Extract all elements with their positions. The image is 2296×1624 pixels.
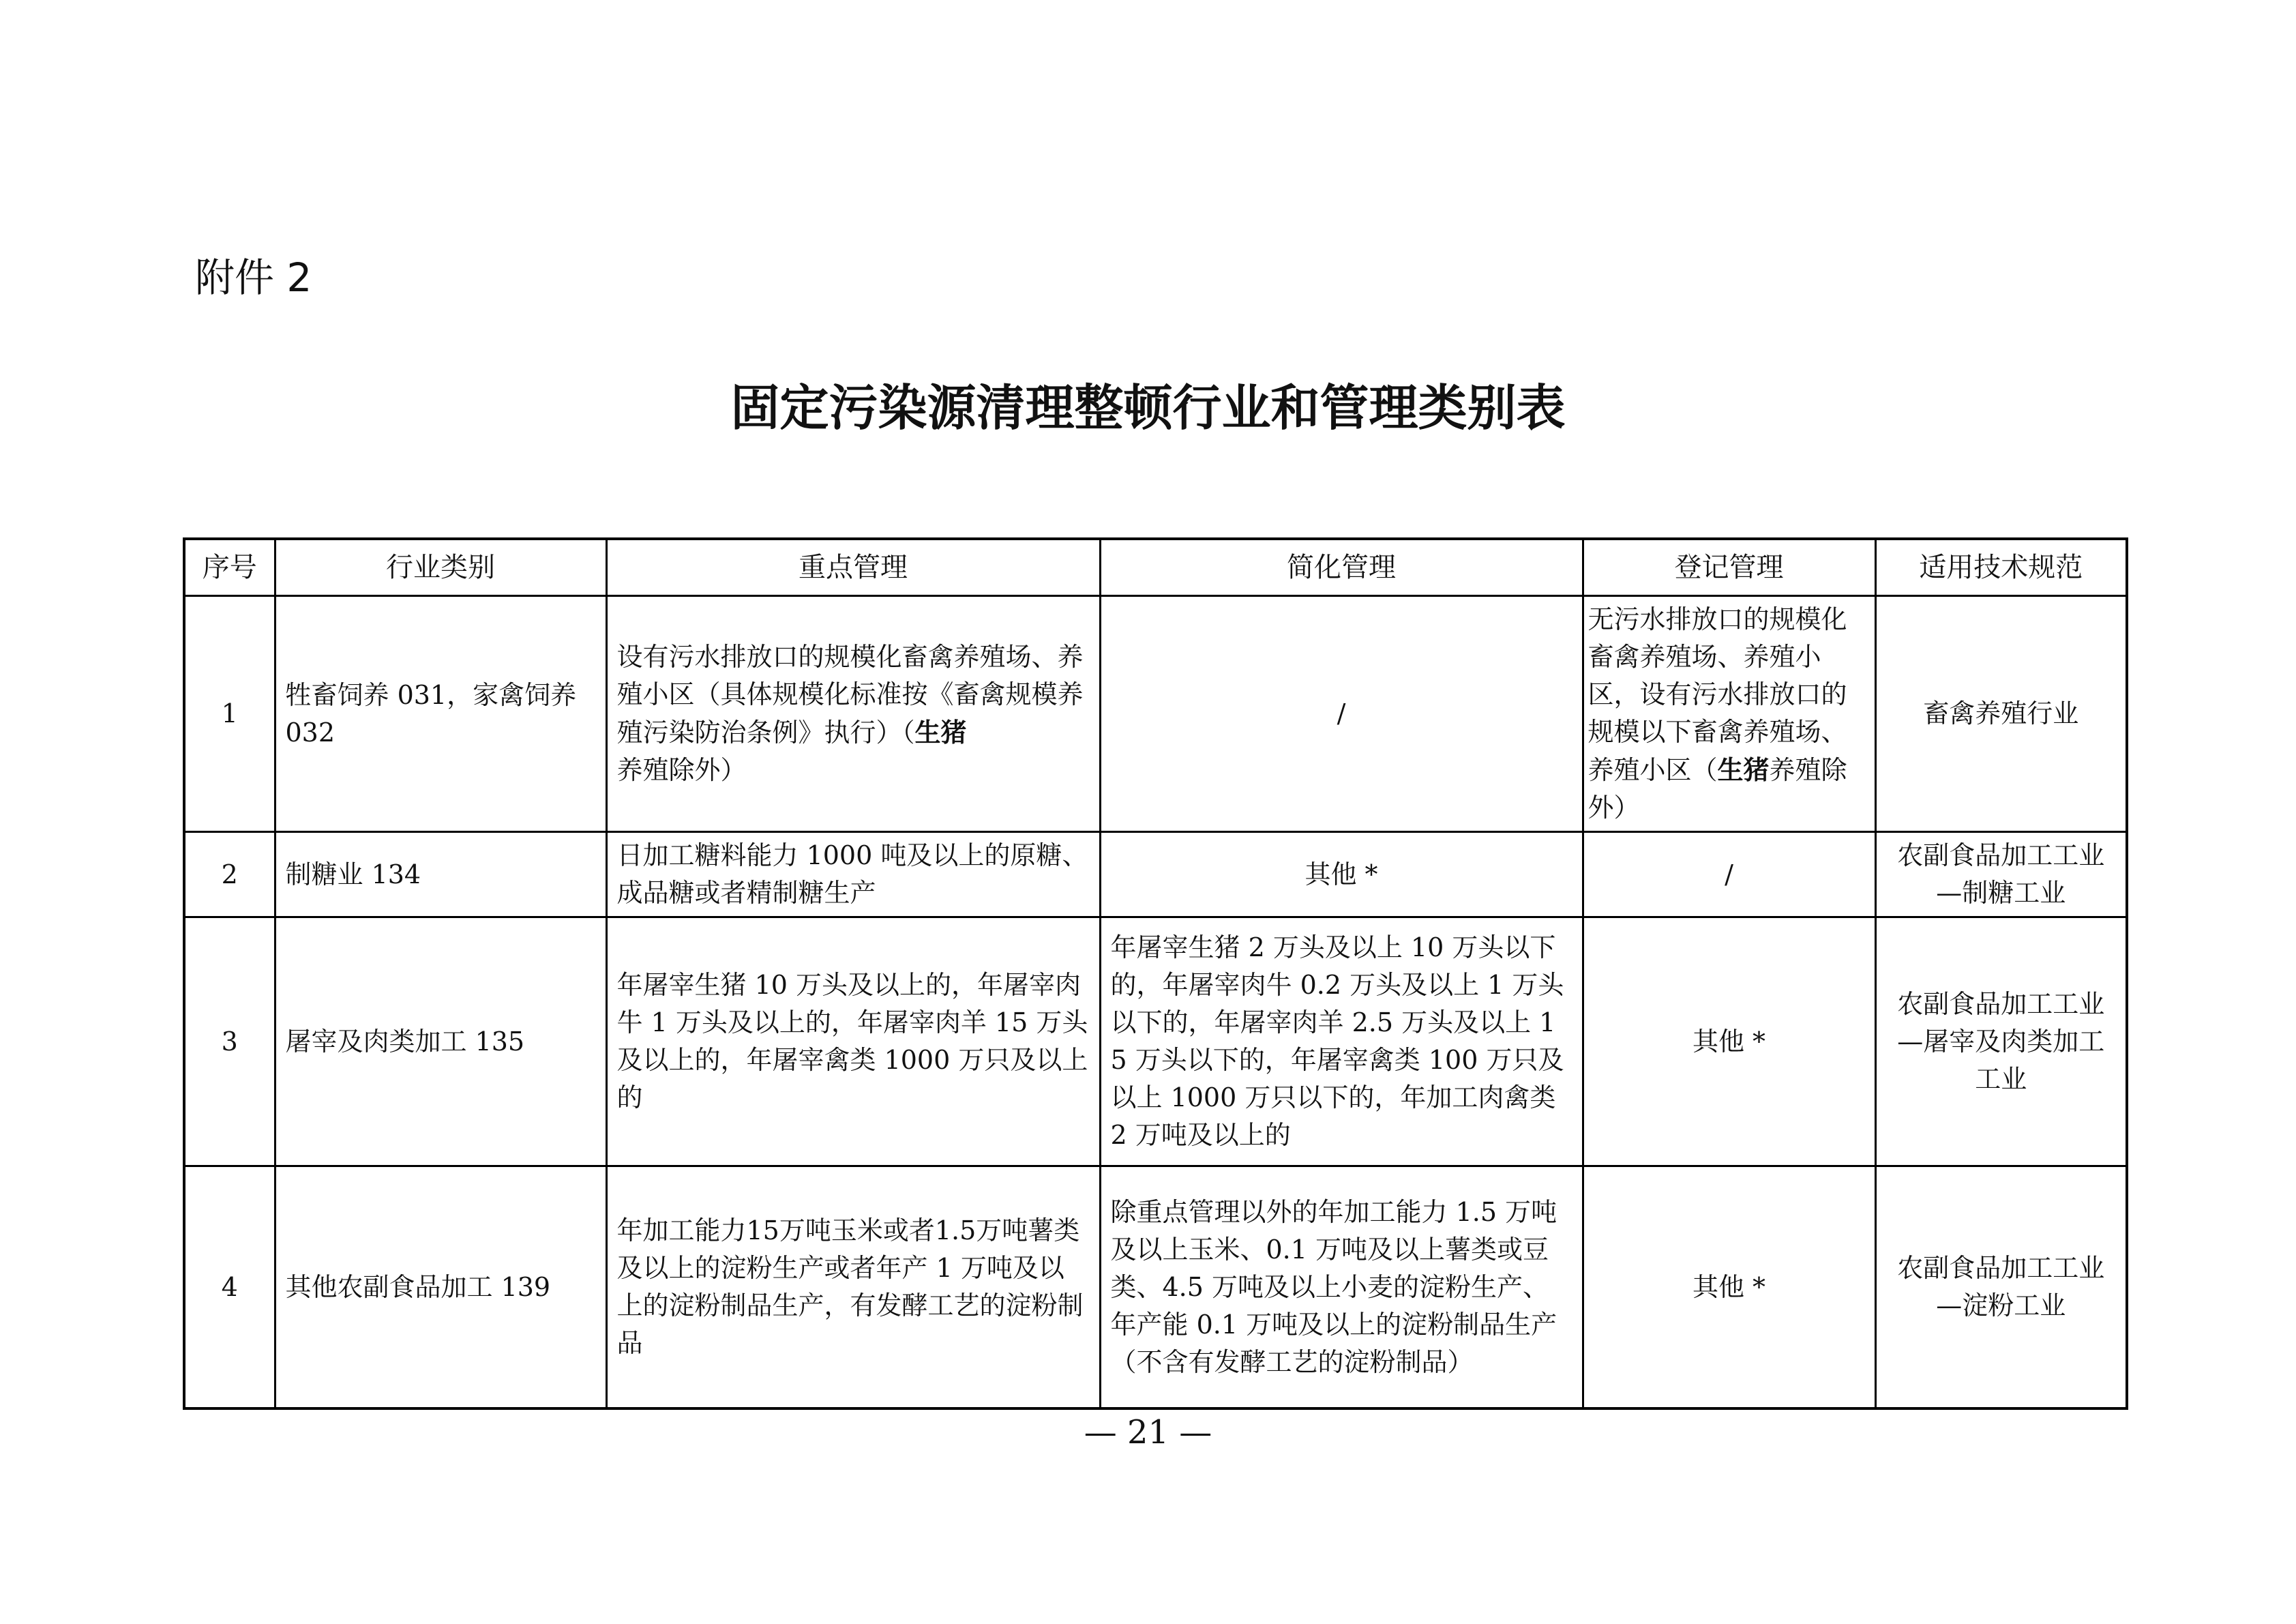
cell-seq: 4 (184, 1166, 275, 1409)
cell-key-management (606, 596, 1100, 832)
table-row (184, 832, 2127, 917)
cell-simplified-management: 其他 * (1100, 832, 1583, 917)
table-header-row (184, 539, 2127, 596)
document-title: 固定污染源清理整顿行业和管理类别表 (730, 379, 1566, 437)
cell-text: 设有污水排放口的规模化畜禽养殖场、养殖小区（具体规模化标准按《畜禽规模养殖污染防治条例》执行）（ (616, 642, 1084, 748)
cell-technical-spec (1875, 917, 2127, 1166)
header-simplified-management: 简化管理 (1100, 539, 1583, 596)
cell-bold-text: 生猪 (1717, 754, 1770, 785)
header-seq: 序号 (184, 539, 275, 596)
attachment-label: 附件 2 (195, 254, 312, 301)
cell-seq: 3 (184, 917, 275, 1166)
industry-management-table (183, 537, 2128, 1410)
header-industry: 行业类别 (275, 539, 606, 596)
cell-simplified-management: / (1100, 596, 1583, 832)
cell-registration-management: 其他 * (1583, 1166, 1875, 1409)
cell-technical-spec: 畜禽养殖行业 (1875, 596, 2127, 832)
spec-line: —淀粉工业 (1936, 1290, 2066, 1320)
spec-line: 农副食品加工工业 (1897, 840, 2105, 870)
cell-key-management: 年屠宰生猪 10 万头及以上的，年屠宰肉牛 1 万头及以上的，年屠宰肉羊 15 万头及以上的，年屠宰禽类 1000 万只及以上的 (606, 917, 1100, 1166)
cell-seq: 1 (184, 596, 275, 832)
table-row (184, 1166, 2127, 1409)
header-registration-management: 登记管理 (1583, 539, 1875, 596)
cell-simplified-management: 年屠宰生猪 2 万头及以上 10 万头以下的，年屠宰肉牛 0.2 万头及以上 1 万头以下的，年屠宰肉羊 2.5 万头及以上 15 万头以下的，年屠宰禽类 100 万只及以上 1000 万只以下的，年加工肉禽类 2 万吨及以上的 (1100, 917, 1583, 1166)
cell-technical-spec (1875, 832, 2127, 917)
cell-registration-management: / (1583, 832, 1875, 917)
cell-registration-management: 其他 * (1583, 917, 1875, 1166)
spec-line: —屠宰及肉类加工工业 (1897, 1026, 2105, 1094)
table-row (184, 917, 2127, 1166)
cell-text: 无污水排放口的规模化畜禽养殖场、养殖小区，设有污水排放口的规模以下畜禽养殖场、养殖小区（ (1587, 604, 1847, 785)
cell-simplified-management: 除重点管理以外的年加工能力 1.5 万吨及以上玉米、0.1 万吨及以上薯类或豆类、4.5 万吨及以上小麦的淀粉生产、年产能 0.1 万吨及以上的淀粉制品生产（不含有发酵工艺的淀粉制品） (1100, 1166, 1583, 1409)
header-technical-spec: 适用技术规范 (1875, 539, 2127, 596)
spec-line: —制糖工业 (1936, 878, 2066, 908)
spec-line: 农副食品加工工业 (1897, 988, 2105, 1019)
cell-bold-text: 生猪 (914, 717, 967, 748)
page-number: — 21 — (1084, 1413, 1212, 1451)
cell-key-management: 日加工糖料能力 1000 吨及以上的原糖、成品糖或者精制糖生产 (606, 832, 1100, 917)
table-row (184, 596, 2127, 832)
cell-text: 养殖除外） (1587, 755, 1847, 823)
cell-industry: 其他农副食品加工 139 (275, 1166, 606, 1409)
cell-technical-spec (1875, 1166, 2127, 1409)
cell-industry: 制糖业 134 (275, 832, 606, 917)
spec-line: 农副食品加工工业 (1897, 1253, 2105, 1283)
cell-seq: 2 (184, 832, 275, 917)
header-key-management: 重点管理 (606, 539, 1100, 596)
cell-key-management: 年加工能力15万吨玉米或者1.5万吨薯类及以上的淀粉生产或者年产 1 万吨及以上的淀粉制品生产，有发酵工艺的淀粉制品 (606, 1166, 1100, 1409)
cell-registration-management (1583, 596, 1875, 832)
cell-industry: 屠宰及肉类加工 135 (275, 917, 606, 1166)
cell-industry: 牲畜饲养 031，家禽饲养 032 (275, 596, 606, 832)
cell-text: 养殖除外） (616, 755, 747, 785)
